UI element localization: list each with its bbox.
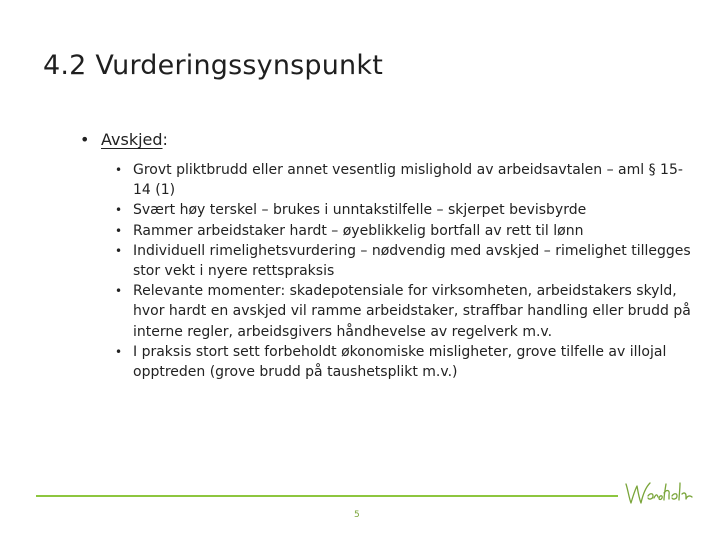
page-number: 5 (354, 510, 360, 520)
main-bullet-suffix: : (162, 130, 168, 149)
main-bullet-label (101, 130, 168, 149)
sub-bullet-item: • I praksis stort sett forbeholdt økonomiske misligheter, grove tilfelle av illojal opptreden (grove brudd på taushetsplikt m.v.) (115, 342, 695, 382)
sub-bullet-item: • Grovt pliktbrudd eller annet vesentlig mislighold av arbeidsavtalen – aml § 15-14 (1) (115, 160, 695, 200)
sub-bullet-item: • Rammer arbeidstaker hardt – øyeblikkelig bortfall av rett til lønn (115, 221, 695, 241)
sub-bullet-item: • Relevante momenter: skadepotensiale for virksomheten, arbeidstakers skyld, hvor hardt en avskjed vil ramme arbeidstaker, straffbar handling eller brudd på interne regler, arbeidsgivers håndhevelse av regelverk m.v. (115, 281, 695, 342)
slide-title: 4.2 Vurderingssynspunkt (43, 50, 383, 81)
sub-bullet-item: • Individuell rimelighetsvurdering – nødvendig med avskjed – rimelighet tillegges stor vekt i nyere rettspraksis (115, 241, 695, 281)
sub-bullet-list (115, 160, 695, 382)
main-bullet-heading: Avskjed (101, 130, 163, 149)
signature-logo-icon (622, 478, 694, 508)
footer-divider (36, 495, 618, 497)
sub-bullet-item: • Svært høy terskel – brukes i unntakstilfelle – skjerpet bevisbyrde (115, 200, 695, 220)
bullet-dot-icon: • (80, 130, 90, 149)
